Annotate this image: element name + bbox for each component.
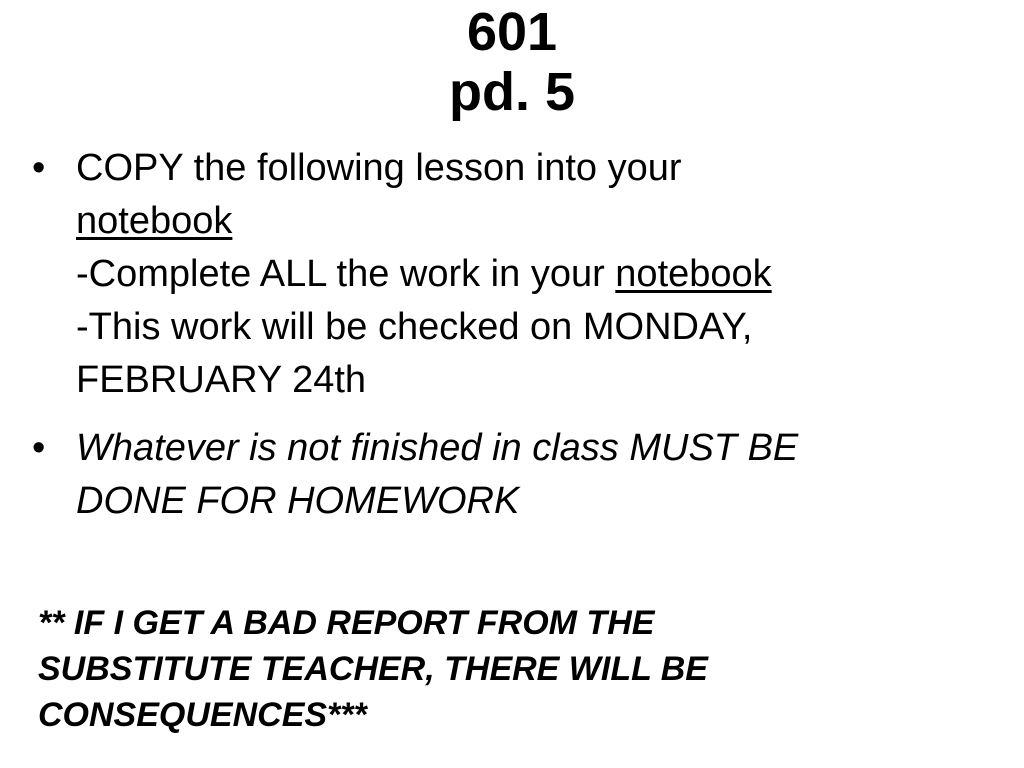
bullet-marker-icon: • [32, 427, 46, 469]
substitute-warning [38, 600, 978, 738]
warning-text-line: ** IF I GET A BAD REPORT FROM THE [38, 604, 655, 642]
bullet-text-segment: -Complete ALL the work in your [76, 253, 616, 295]
title-line-class-number: 601 [466, 2, 558, 62]
warning-text-line: CONSEQUENCES*** [38, 696, 367, 734]
bullet-text-line: -This work will be checked on MONDAY, [76, 306, 753, 348]
bullet-text-line: COPY the following lesson into your [76, 147, 682, 189]
slide-title [0, 2, 1024, 122]
bullet-text-line [76, 248, 992, 301]
bullet-text-line: FEBRUARY 24th [76, 359, 367, 401]
bullet-text-line-underlined: notebook [76, 200, 233, 242]
title-line-period: pd. 5 [448, 62, 575, 122]
warning-text-line: SUBSTITUTE TEACHER, THERE WILL BE [38, 650, 708, 688]
bullet-item-homework-notice [32, 422, 992, 528]
bullet-text-segment-underlined: notebook [615, 253, 772, 295]
bullet-text-line: Whatever is not finished in class MUST BE [76, 427, 799, 469]
bullet-item-copy-instructions [32, 142, 992, 407]
bullet-list [32, 142, 992, 543]
bullet-marker-icon: • [32, 147, 46, 189]
bullet-text-line: DONE FOR HOMEWORK [76, 480, 520, 522]
